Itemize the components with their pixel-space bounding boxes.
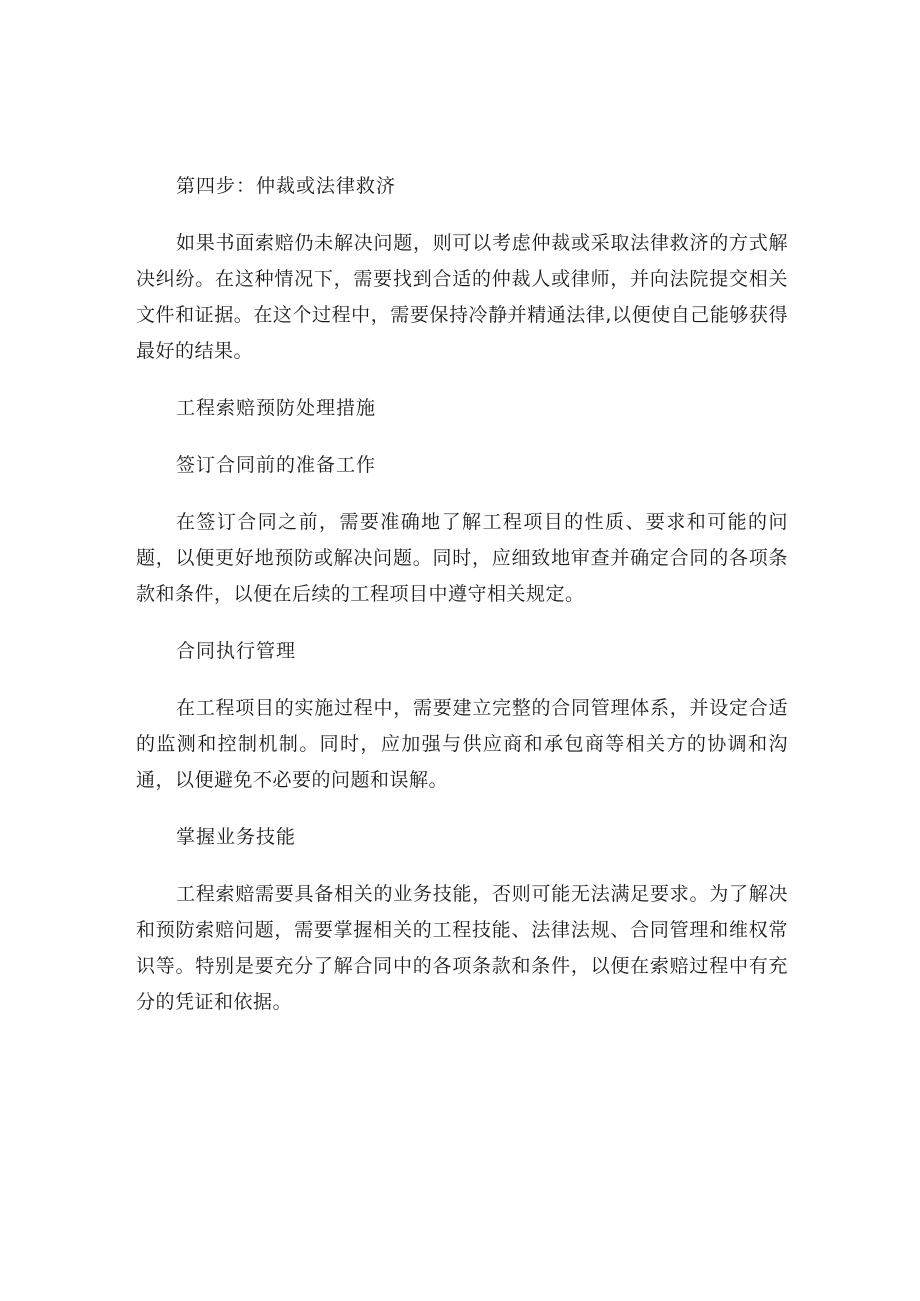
- step-four-paragraph: 如果书面索赔仍未解决问题，则可以考虑仲裁或采取法律救济的方式解决纠纷。在这种情况下，需要找到合适的仲裁人或律师，并向法院提交相关文件和证据。在这个过程中，需要保持冷静并精通法律,以便使自己能够获得最好的结果。: [136, 232, 788, 362]
- document-body: [136, 168, 788, 1041]
- step-four-heading: 第四步：仲裁或法律救济: [176, 175, 397, 197]
- business-skills-heading: 掌握业务技能: [176, 826, 297, 848]
- pre-contract-paragraph: 在签订合同之前，需要准确地了解工程项目的性质、要求和可能的问题，以便更好地预防或解决问题。同时，应细致地审查并确定合同的各项条款和条件，以便在后续的工程项目中遵守相关规定。: [136, 511, 788, 605]
- pre-contract-heading: 签订合同前的准备工作: [176, 454, 377, 476]
- business-skills-paragraph: 工程索赔需要具备相关的业务技能，否则可能无法满足要求。为了解决和预防索赔问题，需要掌握相关的工程技能、法律法规、合同管理和维权常识等。特别是要充分了解合同中的各项条款和条件，以便在索赔过程中有充分的凭证和依据。: [136, 883, 788, 1013]
- prevention-measures-heading: 工程索赔预防处理措施: [176, 397, 377, 419]
- contract-execution-heading: 合同执行管理: [176, 640, 297, 662]
- contract-execution-paragraph: 在工程项目的实施过程中，需要建立完整的合同管理体系，并设定合适的监测和控制机制。同时，应加强与供应商和承包商等相关方的协调和沟通，以便避免不必要的问题和误解。: [136, 697, 788, 791]
